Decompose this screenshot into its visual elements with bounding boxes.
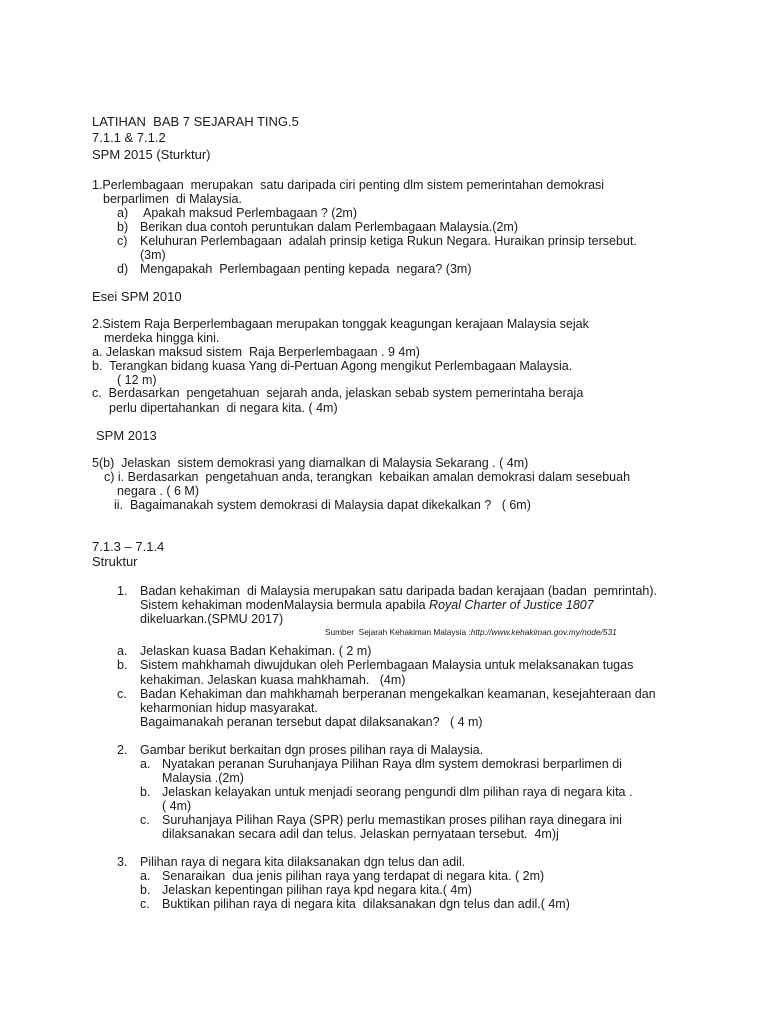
item-text: c. Berdasarkan pengetahuan sejarah anda, jelaskan sebab system pemerintaha beraja [92,386,584,400]
charter-title: Royal Charter of Justice 1807 [429,598,594,612]
item-label: b. [140,785,151,799]
item-text-continued: Malaysia .(2m) [162,771,244,785]
source-url: http://www.kehakiman.gov.my/node/531 [470,627,617,637]
item-label: c. [117,687,127,701]
item-text-continued: Bagaimanakah peranan tersebut dapat dilaksanakan? ( 4 m) [140,715,483,729]
item-text: c) i. Berdasarkan pengetahuan anda, terangkan kebaikan amalan demokrasi dalam sesebuah [104,470,631,484]
source-citation [325,627,617,637]
item-text-continued: kehakiman. Jelaskan kuasa mahkhamah. (4m) [140,673,406,687]
item-text: Apakah maksud Perlembagaan ? (2m) [143,206,358,220]
item-text: Badan Kehakiman dan mahkhamah berperanan mengekalkan keamanan, kesejahteraan dan [140,687,656,701]
worksheet-title: LATIHAN BAB 7 SEJARAH TING.5 [92,114,299,129]
item-text-continued: perlu dipertahankan di negara kita. ( 4m) [109,401,338,415]
item-text: Nyatakan peranan Suruhanjaya Pilihan Raya dlm system demokrasi berparlimen di [162,757,622,771]
subtopic-heading: 7.1.3 – 7.1.4 [92,539,165,554]
section-heading: SPM 2015 (Sturktur) [92,147,211,162]
item-text: 5(b) Jelaskan sistem demokrasi yang diamalkan di Malaysia Sekarang . ( 4m) [92,456,529,470]
item-label: c) [117,234,128,248]
item-text: Jelaskan kuasa Badan Kehakiman. ( 2 m) [140,644,372,658]
item-text-continued: dilaksanakan secara adil dan telus. Jelaskan pernyataan tersebut. 4m)j [162,827,559,841]
question-number: 1. [117,584,128,598]
question-stem: merdeka hingga kini. [104,331,220,345]
item-label: a. [140,869,151,883]
item-text: Senaraikan dua jenis pilihan raya yang terdapat di negara kita. ( 2m) [162,869,545,883]
item-text-continued: ( 12 m) [117,373,157,387]
question-stem: Pilihan raya di negara kita dilaksanakan dgn telus dan adil. [140,855,466,869]
item-label: a. [140,757,151,771]
question-stem: Gambar berikut berkaitan dgn proses pilihan raya di Malaysia. [140,743,484,757]
question-number: 3. [117,855,128,869]
item-label: c. [140,813,150,827]
question-stem [140,598,594,612]
stem-text: Sistem kehakiman modenMalaysia bermula apabila [140,598,430,612]
item-label: c. [140,897,150,911]
subtopic-heading: 7.1.1 & 7.1.2 [92,130,166,145]
item-text: Keluhuran Perlembagaan adalah prinsip ketiga Rukun Negara. Huraikan prinsip tersebut. [140,234,637,248]
section-heading: Esei SPM 2010 [92,289,182,304]
item-label: a) [117,206,129,220]
item-text: ii. Bagaimanakah system demokrasi di Malaysia dapat dikekalkan ? ( 6m) [114,498,531,512]
item-text: Jelaskan kelayakan untuk menjadi seorang pengundi dlm pilihan raya di negara kita . [162,785,633,799]
question-stem: Badan kehakiman di Malaysia merupakan satu daripada badan kerajaan (badan pemrintah). [140,584,657,598]
question-stem: 1.Perlembagaan merupakan satu daripada ciri penting dlm sistem pemerintahan demokrasi [92,178,605,192]
question-stem: dikeluarkan.(SPMU 2017) [140,612,284,626]
section-heading: SPM 2013 [96,428,157,443]
item-text-continued: negara . ( 6 M) [117,484,199,498]
item-text-continued: (3m) [140,248,166,262]
item-label: d) [117,262,129,276]
question-number: 2. [117,743,128,757]
item-text: Suruhanjaya Pilihan Raya (SPR) perlu memastikan proses pilihan raya dinegara ini [162,813,622,827]
item-text: Jelaskan kepentingan pilihan raya kpd negara kita.( 4m) [162,883,472,897]
source-label: Sumber Sejarah Kehakiman Malaysia : [325,627,471,637]
item-text: Mengapakah Perlembagaan penting kepada negara? (3m) [140,262,472,276]
item-text: Sistem mahkhamah diwujdukan oleh Perlembagaan Malaysia untuk melaksanakan tugas [140,658,634,672]
section-heading: Struktur [92,554,138,569]
question-stem: 2.Sistem Raja Berperlembagaan merupakan tonggak keagungan kerajaan Malaysia sejak [92,317,589,331]
item-text: b. Terangkan bidang kuasa Yang di-Pertuan Agong mengikut Perlembagaan Malaysia. [92,359,573,373]
item-text: a. Jelaskan maksud sistem Raja Berperlembagaan . 9 4m) [92,345,420,359]
question-stem: berparlimen di Malaysia. [103,192,242,206]
item-text: Buktikan pilihan raya di negara kita dilaksanakan dgn telus dan adil.( 4m) [162,897,570,911]
item-label: a. [117,644,128,658]
item-text-continued: keharmonian hidup masyarakat. [140,701,318,715]
item-label: b) [117,220,129,234]
item-label: b. [117,658,128,672]
item-text: Berikan dua contoh peruntukan dalam Perlembagaan Malaysia.(2m) [140,220,518,234]
item-label: b. [140,883,151,897]
item-text-continued: ( 4m) [162,799,192,813]
